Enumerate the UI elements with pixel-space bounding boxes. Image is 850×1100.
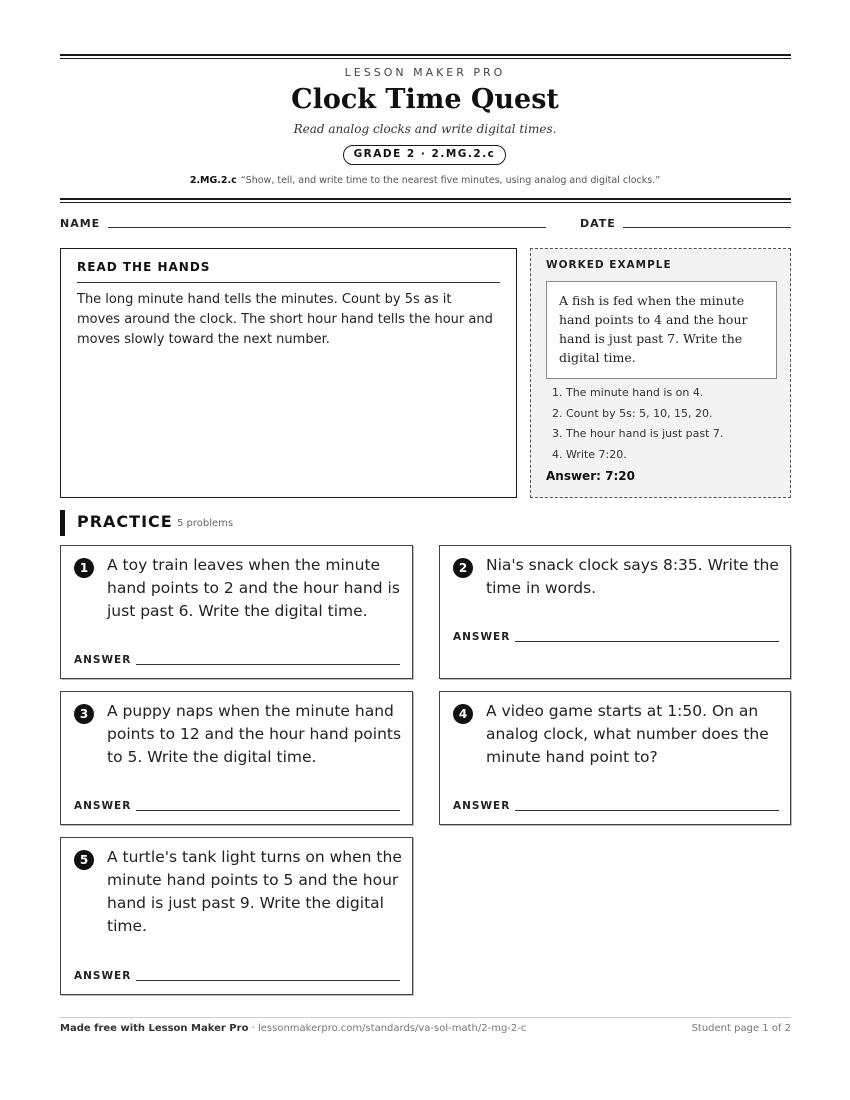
problem-text: A toy train leaves when the minute hand points to 2 and the hour hand is just past 6. Write the digital time.	[107, 556, 400, 620]
header-bottom-rule	[60, 198, 791, 200]
problem-number: 2	[453, 558, 473, 578]
standard-code: 2.MG.2.c	[189, 175, 237, 186]
read-the-hands-text: The long minute hand tells the minutes. Count by 5s as it moves around the clock. The short hour hand tells the hour and moves slowly toward the next number.	[77, 292, 493, 347]
answer-label: ANSWER	[453, 800, 511, 812]
read-the-hands-box	[60, 248, 517, 498]
answer-field[interactable]	[136, 980, 400, 981]
footer-credit	[60, 1023, 526, 1034]
standard-text: “Show, tell, and write time to the nearest five minutes, using analog and digital clocks.”	[240, 175, 661, 186]
problem-number: 1	[74, 558, 94, 578]
problem-card-5	[60, 837, 413, 995]
header-top-rule	[60, 54, 791, 56]
problem-text: Nia's snack clock says 8:35. Write the time in words.	[486, 556, 779, 597]
read-the-hands-title: READ THE HANDS	[77, 260, 211, 274]
answer-label: ANSWER	[74, 970, 132, 982]
page-title: Clock Time Quest	[291, 84, 559, 115]
date-field[interactable]	[623, 227, 791, 228]
worked-step: 1. The minute hand is on 4.	[552, 386, 704, 399]
standard-line	[0, 175, 850, 186]
problem-card-4	[439, 691, 791, 825]
problem-text: A turtle's tank light turns on when the minute hand points to 5 and the hour hand is just past 9. Write the digital time.	[107, 848, 402, 935]
footer-page-number: Student page 1 of 2	[691, 1023, 791, 1034]
problem-card-1	[60, 545, 413, 679]
answer-label: ANSWER	[453, 631, 511, 643]
name-label: NAME	[60, 217, 101, 230]
worked-example-title: WORKED EXAMPLE	[546, 259, 672, 271]
answer-field[interactable]	[515, 810, 779, 811]
worked-example-answer: Answer: 7:20	[546, 469, 635, 483]
worked-example-problem: A fish is fed when the minute hand points to 4 and the hour hand is just past 7. Write the digital time.	[546, 281, 777, 379]
problem-text: A video game starts at 1:50. On an analog clock, what number does the minute hand point to?	[486, 702, 769, 766]
header-top-rule-thin	[60, 58, 791, 59]
answer-field[interactable]	[136, 810, 400, 811]
worked-step: 3. The hour hand is just past 7.	[552, 427, 724, 441]
brand-name: LESSON MAKER PRO	[344, 66, 506, 79]
answer-label: ANSWER	[74, 654, 132, 666]
name-field[interactable]	[108, 227, 546, 228]
problem-number: 3	[74, 704, 94, 724]
read-the-hands-divider	[77, 282, 500, 283]
worked-example-steps	[546, 383, 723, 466]
worked-step: 2. Count by 5s: 5, 10, 15, 20.	[552, 406, 713, 420]
page-subtitle: Read analog clocks and write digital times.	[293, 122, 557, 136]
header-bottom-rule-thin	[60, 202, 791, 203]
date-label: DATE	[580, 217, 616, 230]
footer-url: · lessonmakerpro.com/standards/va-sol-math/2-mg-2-c	[248, 1023, 527, 1034]
answer-label: ANSWER	[74, 800, 132, 812]
grade-badge: GRADE 2 · 2.MG.2.c	[343, 145, 506, 165]
problem-number: 5	[74, 850, 94, 870]
answer-field[interactable]	[515, 641, 779, 642]
problem-text: A puppy naps when the minute hand points to 12 and the hour hand points to 5. Write the digital time.	[107, 702, 402, 766]
problem-number: 4	[453, 704, 473, 724]
footer-made-with: Made free with Lesson Maker Pro	[60, 1023, 249, 1034]
worked-example-box	[530, 248, 791, 498]
practice-count: 5 problems	[177, 518, 234, 529]
problem-card-2	[439, 545, 791, 679]
footer-divider	[60, 1017, 791, 1018]
practice-title: PRACTICE	[77, 512, 173, 531]
problem-card-3	[60, 691, 413, 825]
worked-step: 4. Write 7:20.	[552, 448, 627, 462]
practice-accent-bar	[60, 510, 65, 536]
answer-field[interactable]	[136, 664, 400, 665]
